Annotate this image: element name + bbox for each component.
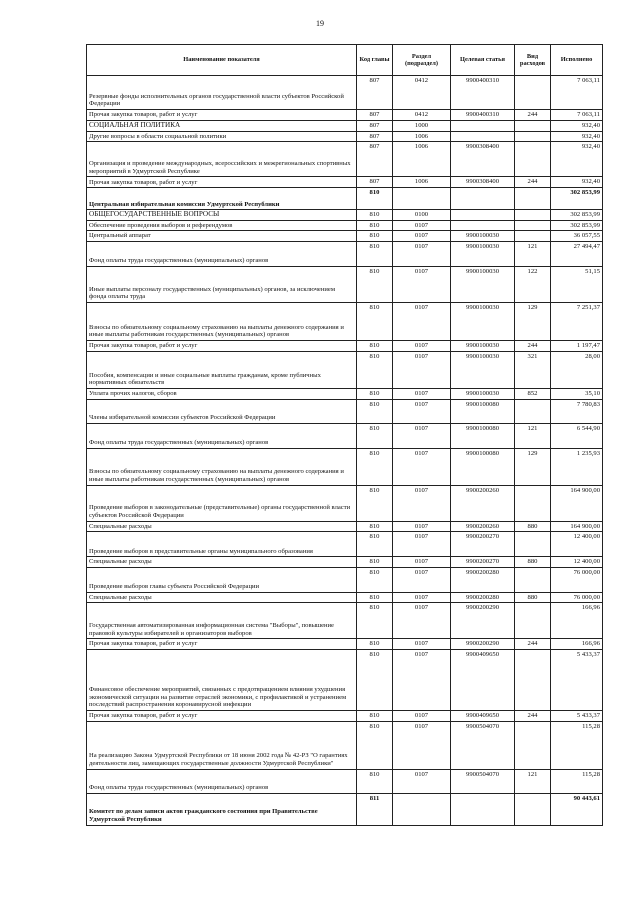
header-name: Наименование показателя — [87, 45, 357, 76]
cell-amount: 164 900,00 — [551, 485, 603, 521]
cell-name: Члены избирательной комиссии субъектов Российской Федерации — [87, 399, 357, 423]
cell-name: СОЦИАЛЬНАЯ ПОЛИТИКА — [87, 121, 357, 132]
cell-amount: 7 780,83 — [551, 399, 603, 423]
cell-amount: 7 063,11 — [551, 76, 603, 110]
cell-exp-type — [515, 567, 551, 592]
table-row — [87, 423, 603, 448]
page-number: 19 — [316, 19, 324, 28]
cell-exp-type: 244 — [515, 177, 551, 188]
table-row — [87, 769, 603, 793]
table-row — [87, 210, 603, 221]
cell-amount: 1 235,93 — [551, 448, 603, 485]
cell-amount: 302 853,99 — [551, 210, 603, 221]
cell-amount: 7 251,37 — [551, 302, 603, 340]
cell-code: 810 — [357, 302, 393, 340]
table-row — [87, 142, 603, 177]
cell-section: 0100 — [393, 210, 451, 221]
cell-target: 9900200290 — [451, 639, 515, 650]
cell-section: 0107 — [393, 388, 451, 399]
table-row — [87, 241, 603, 266]
cell-section: 0107 — [393, 266, 451, 302]
cell-name: Фонд оплаты труда государственных (муниципальных) органов — [87, 423, 357, 448]
cell-code: 810 — [357, 241, 393, 266]
cell-code: 810 — [357, 710, 393, 721]
cell-code: 807 — [357, 110, 393, 121]
cell-section: 0107 — [393, 340, 451, 351]
cell-amount: 76 000,00 — [551, 592, 603, 603]
cell-section: 0107 — [393, 557, 451, 568]
cell-code: 810 — [357, 567, 393, 592]
table-row — [87, 721, 603, 769]
cell-target: 9900200280 — [451, 567, 515, 592]
cell-code: 810 — [357, 721, 393, 769]
header-section: Раздел (подраздел) — [393, 45, 451, 76]
table-row — [87, 399, 603, 423]
cell-exp-type — [515, 532, 551, 557]
table-row — [87, 448, 603, 485]
cell-name: Комитет по делам записи актов гражданского состояния при Правительстве Удмуртской Республики — [87, 793, 357, 825]
cell-target — [451, 121, 515, 132]
cell-target: 9900100080 — [451, 423, 515, 448]
cell-target: 9900200280 — [451, 592, 515, 603]
table-row — [87, 532, 603, 557]
cell-exp-type — [515, 649, 551, 710]
cell-code: 810 — [357, 769, 393, 793]
table-row — [87, 340, 603, 351]
cell-name: Проведение выборов в законодательные (представительные) органы государственной власти субъектов Российской Федерации — [87, 485, 357, 521]
table-row — [87, 266, 603, 302]
table-row — [87, 76, 603, 110]
cell-target: 9900200270 — [451, 532, 515, 557]
table-row — [87, 177, 603, 188]
cell-section: 0107 — [393, 231, 451, 242]
cell-name: Уплата прочих налогов, сборов — [87, 388, 357, 399]
cell-section: 1000 — [393, 121, 451, 132]
cell-name: Взносы по обязательному социальному страхованию на выплаты денежного содержания и иные выплаты работникам государственных (муниципальных) органов — [87, 302, 357, 340]
table-row — [87, 302, 603, 340]
cell-exp-type: 121 — [515, 423, 551, 448]
cell-code: 810 — [357, 351, 393, 388]
cell-section: 0107 — [393, 649, 451, 710]
cell-name: Проведение выборов в представительные органы муниципального образования — [87, 532, 357, 557]
cell-code: 807 — [357, 121, 393, 132]
cell-target: 9900200260 — [451, 521, 515, 532]
cell-section: 1006 — [393, 142, 451, 177]
cell-exp-type: 121 — [515, 769, 551, 793]
cell-target — [451, 188, 515, 210]
cell-amount: 51,15 — [551, 266, 603, 302]
cell-code: 810 — [357, 649, 393, 710]
cell-exp-type: 880 — [515, 521, 551, 532]
cell-code: 810 — [357, 557, 393, 568]
table-row — [87, 121, 603, 132]
cell-section: 0107 — [393, 769, 451, 793]
cell-target: 9900100080 — [451, 448, 515, 485]
cell-exp-type: 880 — [515, 557, 551, 568]
cell-name: Организация и проведение международных, всероссийских и межрегиональных спортивных мероприятий в Удмуртской Республике — [87, 142, 357, 177]
cell-amount: 12 400,00 — [551, 557, 603, 568]
cell-target: 9900100030 — [451, 340, 515, 351]
cell-name: Иные выплаты персоналу государственных (муниципальных) органов, за исключением фонда оплаты труда — [87, 266, 357, 302]
cell-name: Специальные расходы — [87, 521, 357, 532]
cell-name: На реализацию Закона Удмуртской Республики от 18 июня 2002 года № 42-РЗ "О гарантиях деятельности лиц, замещающих государственные должности Удмуртской Республики" — [87, 721, 357, 769]
cell-amount: 166,96 — [551, 639, 603, 650]
cell-section: 0107 — [393, 710, 451, 721]
cell-section: 0107 — [393, 567, 451, 592]
header-amount: Исполнено — [551, 45, 603, 76]
cell-code: 810 — [357, 592, 393, 603]
cell-name: Центральная избирательная комиссия Удмуртской Республики — [87, 188, 357, 210]
cell-amount: 7 063,11 — [551, 110, 603, 121]
cell-section: 0412 — [393, 110, 451, 121]
cell-name: Государственная автоматизированная информационная система "Выборы", повышение правовой культуры избирателей и организаторов выборов — [87, 603, 357, 639]
table-body — [87, 76, 603, 826]
cell-target: 9900200260 — [451, 485, 515, 521]
cell-amount: 12 400,00 — [551, 532, 603, 557]
cell-name: Фонд оплаты труда государственных (муниципальных) органов — [87, 241, 357, 266]
table-row — [87, 388, 603, 399]
cell-amount: 36 057,55 — [551, 231, 603, 242]
table-row — [87, 131, 603, 142]
cell-name: ОБЩЕГОСУДАРСТВЕННЫЕ ВОПРОСЫ — [87, 210, 357, 221]
cell-code: 810 — [357, 603, 393, 639]
cell-section: 0107 — [393, 423, 451, 448]
cell-name: Резервные фонды исполнительных органов государственной власти субъектов Российской Федерации — [87, 76, 357, 110]
cell-name: Финансовое обеспечение мероприятий, связанных с предотвращением влияния ухудшения экономической ситуации на развитие отраслей экономики, с профилактикой и устранением последствий распространения коронавирусной инфекции — [87, 649, 357, 710]
cell-exp-type — [515, 793, 551, 825]
cell-name: Проведение выборов главы субъекта Российской Федерации — [87, 567, 357, 592]
cell-section: 0107 — [393, 603, 451, 639]
cell-exp-type — [515, 188, 551, 210]
cell-code: 810 — [357, 532, 393, 557]
cell-amount: 35,10 — [551, 388, 603, 399]
cell-exp-type: 121 — [515, 241, 551, 266]
cell-target: 9900100030 — [451, 302, 515, 340]
cell-amount: 932,40 — [551, 142, 603, 177]
table-row — [87, 220, 603, 231]
table-row — [87, 592, 603, 603]
cell-code: 807 — [357, 131, 393, 142]
cell-section: 0107 — [393, 592, 451, 603]
cell-section: 0107 — [393, 639, 451, 650]
cell-section: 0107 — [393, 721, 451, 769]
cell-amount: 27 494,47 — [551, 241, 603, 266]
cell-amount: 932,40 — [551, 131, 603, 142]
cell-section: 0107 — [393, 521, 451, 532]
cell-amount: 90 443,61 — [551, 793, 603, 825]
table-row — [87, 557, 603, 568]
cell-exp-type — [515, 131, 551, 142]
cell-code: 810 — [357, 231, 393, 242]
table-row — [87, 521, 603, 532]
header-exp-type: Вид расходов — [515, 45, 551, 76]
cell-exp-type — [515, 121, 551, 132]
cell-section — [393, 188, 451, 210]
cell-section: 0107 — [393, 485, 451, 521]
cell-section: 1006 — [393, 177, 451, 188]
cell-target: 9900400310 — [451, 110, 515, 121]
cell-amount: 5 433,37 — [551, 710, 603, 721]
cell-code: 807 — [357, 177, 393, 188]
cell-exp-type — [515, 485, 551, 521]
cell-exp-type: 244 — [515, 110, 551, 121]
cell-target: 9900100030 — [451, 388, 515, 399]
cell-code: 810 — [357, 639, 393, 650]
cell-exp-type: 852 — [515, 388, 551, 399]
cell-exp-type — [515, 603, 551, 639]
cell-name: Другие вопросы в области социальной политики — [87, 131, 357, 142]
cell-target: 9900504070 — [451, 769, 515, 793]
cell-amount: 932,40 — [551, 177, 603, 188]
cell-exp-type — [515, 399, 551, 423]
cell-amount: 164 900,00 — [551, 521, 603, 532]
cell-target: 9900100030 — [451, 231, 515, 242]
cell-code: 810 — [357, 423, 393, 448]
table-row — [87, 603, 603, 639]
table-row — [87, 710, 603, 721]
cell-name: Специальные расходы — [87, 592, 357, 603]
table-row — [87, 188, 603, 210]
table-row — [87, 567, 603, 592]
table-row — [87, 231, 603, 242]
cell-exp-type — [515, 76, 551, 110]
cell-target — [451, 210, 515, 221]
cell-section: 0107 — [393, 241, 451, 266]
table-row — [87, 110, 603, 121]
cell-amount: 6 544,90 — [551, 423, 603, 448]
cell-code: 810 — [357, 388, 393, 399]
cell-name: Обеспечение проведения выборов и референдумов — [87, 220, 357, 231]
cell-code: 810 — [357, 399, 393, 423]
cell-target: 9900100030 — [451, 266, 515, 302]
cell-exp-type: 122 — [515, 266, 551, 302]
cell-target: 9900308400 — [451, 142, 515, 177]
cell-name: Прочая закупка товаров, работ и услуг — [87, 110, 357, 121]
cell-amount: 302 853,99 — [551, 220, 603, 231]
cell-target — [451, 793, 515, 825]
cell-code: 810 — [357, 485, 393, 521]
table-row — [87, 351, 603, 388]
cell-exp-type — [515, 220, 551, 231]
cell-target: 9900400310 — [451, 76, 515, 110]
cell-section: 0107 — [393, 302, 451, 340]
cell-exp-type: 129 — [515, 302, 551, 340]
cell-exp-type — [515, 231, 551, 242]
cell-code: 810 — [357, 188, 393, 210]
cell-name: Прочая закупка товаров, работ и услуг — [87, 710, 357, 721]
table-row — [87, 793, 603, 825]
cell-name: Прочая закупка товаров, работ и услуг — [87, 177, 357, 188]
cell-name: Пособия, компенсации и иные социальные выплаты гражданам, кроме публичных нормативных обязательств — [87, 351, 357, 388]
cell-target: 9900409650 — [451, 710, 515, 721]
cell-target — [451, 131, 515, 142]
table-row — [87, 649, 603, 710]
cell-amount: 5 433,37 — [551, 649, 603, 710]
cell-target: 9900308400 — [451, 177, 515, 188]
cell-name: Прочая закупка товаров, работ и услуг — [87, 639, 357, 650]
cell-name: Прочая закупка товаров, работ и услуг — [87, 340, 357, 351]
cell-target: 9900409650 — [451, 649, 515, 710]
cell-target: 9900100030 — [451, 351, 515, 388]
cell-code: 807 — [357, 142, 393, 177]
cell-exp-type: 129 — [515, 448, 551, 485]
cell-section: 0107 — [393, 532, 451, 557]
cell-exp-type — [515, 721, 551, 769]
cell-target: 9900200270 — [451, 557, 515, 568]
cell-code: 810 — [357, 210, 393, 221]
cell-target: 9900504070 — [451, 721, 515, 769]
cell-amount: 115,28 — [551, 721, 603, 769]
cell-exp-type: 880 — [515, 592, 551, 603]
cell-target — [451, 220, 515, 231]
cell-code: 807 — [357, 76, 393, 110]
cell-section: 1006 — [393, 131, 451, 142]
table-header-row — [87, 45, 603, 76]
cell-code: 810 — [357, 521, 393, 532]
table-row — [87, 485, 603, 521]
cell-amount: 28,00 — [551, 351, 603, 388]
cell-amount: 76 000,00 — [551, 567, 603, 592]
cell-code: 810 — [357, 448, 393, 485]
header-code: Код главы — [357, 45, 393, 76]
cell-section: 0107 — [393, 448, 451, 485]
cell-exp-type: 244 — [515, 639, 551, 650]
cell-exp-type: 244 — [515, 340, 551, 351]
cell-section: 0107 — [393, 220, 451, 231]
cell-target: 9900200290 — [451, 603, 515, 639]
cell-section — [393, 793, 451, 825]
cell-name: Специальные расходы — [87, 557, 357, 568]
cell-code: 811 — [357, 793, 393, 825]
cell-amount: 932,40 — [551, 121, 603, 132]
cell-exp-type — [515, 142, 551, 177]
cell-section: 0412 — [393, 76, 451, 110]
cell-exp-type: 244 — [515, 710, 551, 721]
header-target: Целевая статья — [451, 45, 515, 76]
cell-target: 9900100080 — [451, 399, 515, 423]
cell-exp-type — [515, 210, 551, 221]
cell-code: 810 — [357, 266, 393, 302]
cell-target: 9900100030 — [451, 241, 515, 266]
cell-section: 0107 — [393, 399, 451, 423]
cell-code: 810 — [357, 340, 393, 351]
cell-name: Фонд оплаты труда государственных (муниципальных) органов — [87, 769, 357, 793]
cell-name: Взносы по обязательному социальному страхованию на выплаты денежного содержания и иные выплаты работникам государственных (муниципальных) органов — [87, 448, 357, 485]
cell-exp-type: 321 — [515, 351, 551, 388]
cell-amount: 166,96 — [551, 603, 603, 639]
cell-amount: 1 197,47 — [551, 340, 603, 351]
cell-section: 0107 — [393, 351, 451, 388]
cell-code: 810 — [357, 220, 393, 231]
cell-amount: 115,28 — [551, 769, 603, 793]
budget-table — [86, 44, 603, 826]
cell-name: Центральный аппарат — [87, 231, 357, 242]
table-row — [87, 639, 603, 650]
cell-amount: 302 853,99 — [551, 188, 603, 210]
